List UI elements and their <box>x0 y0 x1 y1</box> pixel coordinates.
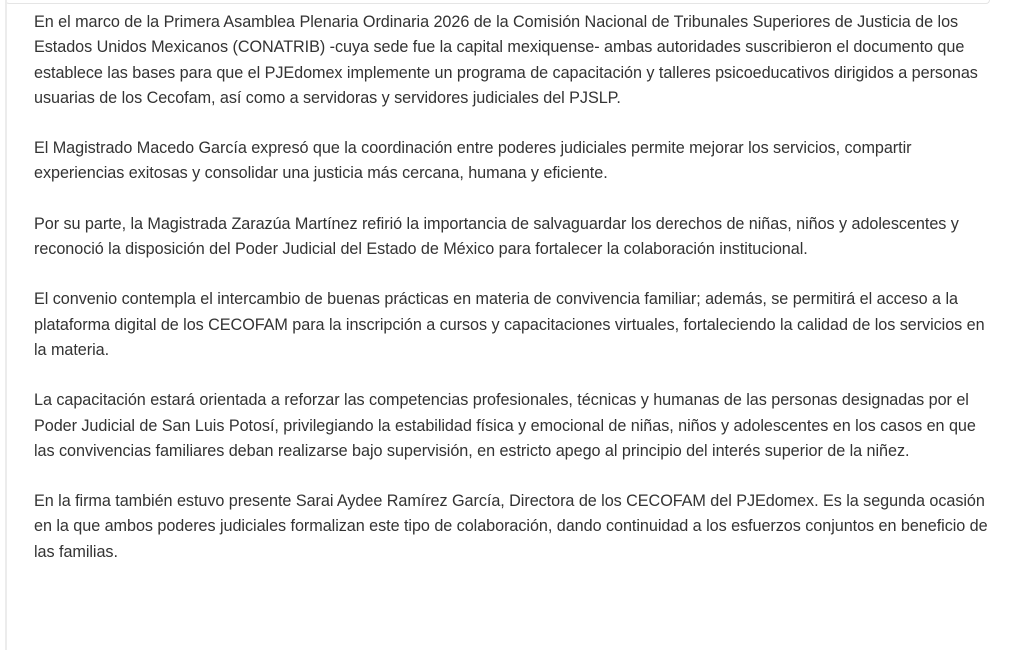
article-body <box>34 10 996 590</box>
left-border <box>5 0 7 650</box>
top-border <box>5 0 990 4</box>
article-paragraph-1: En el marco de la Primera Asamblea Plenaria Ordinaria 2026 de la Comisión Nacional de Tribunales Superiores de Justicia de los Estados Unidos Mexicanos (CONATRIB) -cuya sede fue la capital mexiquense- ambas autoridades suscribieron el documento que establece las bases para que el PJEdomex implemente un programa de capacitación y talleres psicoeducativos dirigidos a personas usuarias de los Cecofam, así como a servidoras y servidores judiciales del PJSLP. <box>34 13 978 107</box>
article-paragraph-5: La capacitación estará orientada a reforzar las competencias profesionales, técnicas y humanas de las personas designadas por el Poder Judicial de San Luis Potosí, privilegiando la estabilidad física y emocional de niñas, niños y adolescentes en los casos en que las convivencias familiares deban realizarse bajo supervisión, en estricto apego al principio del interés superior de la niñez. <box>34 391 976 460</box>
article-paragraph-4: El convenio contempla el intercambio de buenas prácticas en materia de convivencia familiar; además, se permitirá el acceso a la plataforma digital de los CECOFAM para la inscripción a cursos y capacitaciones virtuales, fortaleciendo la calidad de los servicios en la materia. <box>34 290 985 359</box>
article-paragraph-6: En la firma también estuvo presente Sarai Aydee Ramírez García, Directora de los CECOFAM del PJEdomex. Es la segunda ocasión en la que ambos poderes judiciales formalizan este tipo de colaboración, dando continuidad a los esfuerzos conjuntos en beneficio de las familias. <box>34 492 988 561</box>
article-paragraph-2: El Magistrado Macedo García expresó que la coordinación entre poderes judiciales permite mejorar los servicios, compartir experiencias exitosas y consolidar una justicia más cercana, humana y eficiente. <box>34 139 912 183</box>
article-paragraph-3: Por su parte, la Magistrada Zarazúa Martínez refirió la importancia de salvaguardar los derechos de niñas, niños y adolescentes y reconoció la disposición del Poder Judicial del Estado de México para fortalecer la colaboración institucional. <box>34 214 959 259</box>
